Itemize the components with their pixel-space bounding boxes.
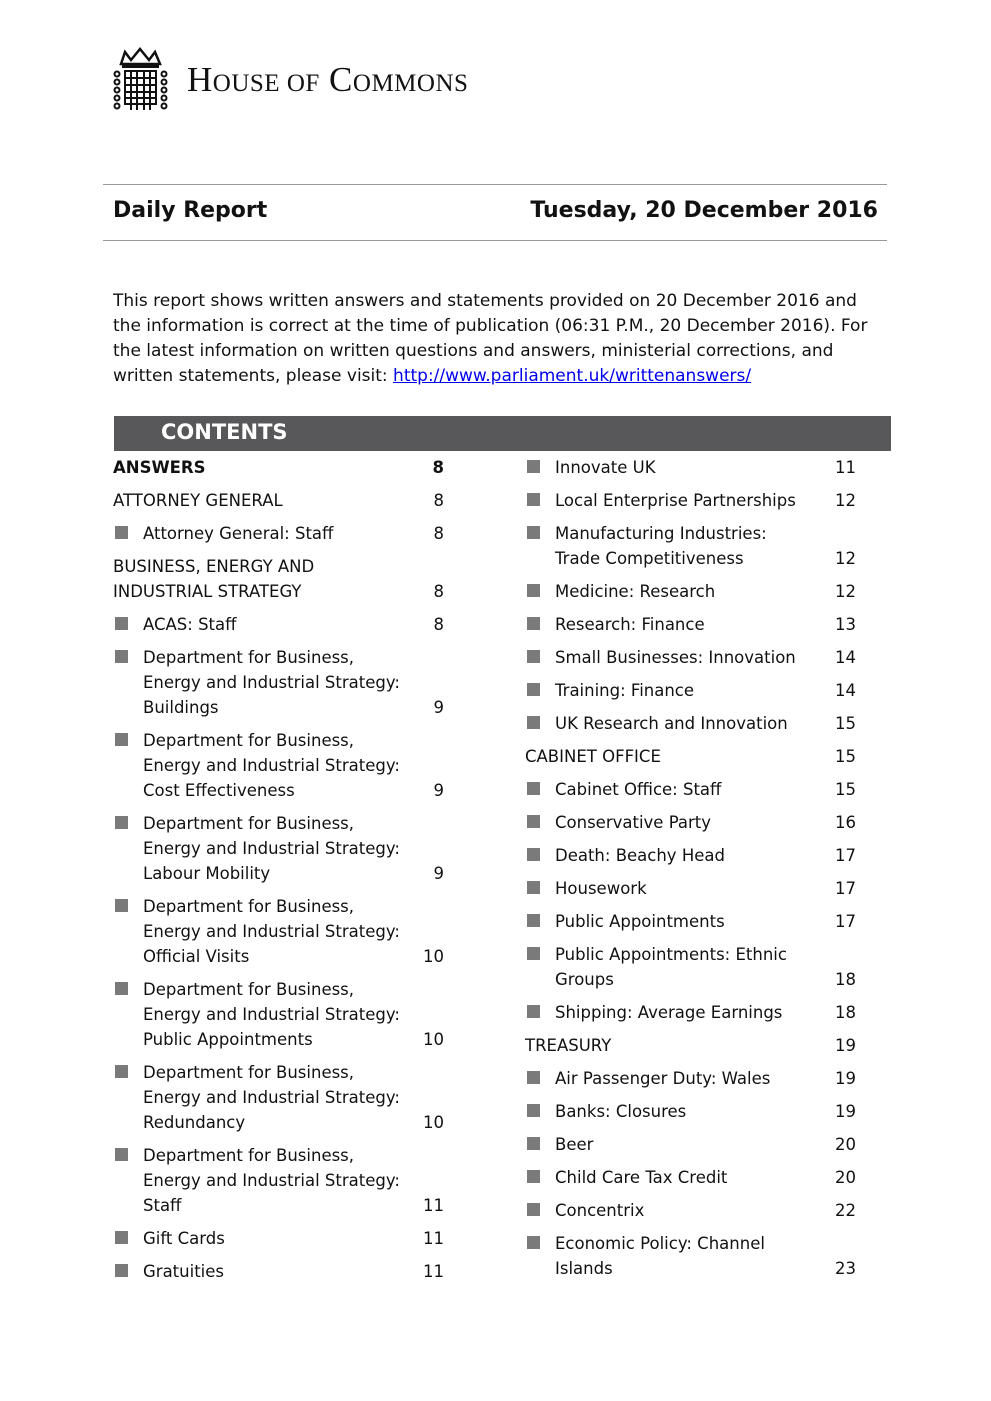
entry-label: Research: Finance (555, 615, 705, 634)
contents-entry[interactable] (525, 711, 856, 736)
contents-entry[interactable] (113, 612, 444, 637)
contents-right-column (525, 455, 856, 1289)
bullet-square-icon (115, 617, 128, 630)
bullet-square-icon (527, 526, 540, 539)
entry-label: Department for Business, Energy and Industrial Strategy: Staff (143, 1146, 400, 1215)
entry-label: Concentrix (555, 1201, 645, 1220)
entry-label: UK Research and Innovation (555, 714, 788, 733)
bullet-square-icon (115, 1231, 128, 1244)
entry-page-number: 8 (433, 582, 444, 601)
contents-entry[interactable] (525, 1033, 856, 1058)
entry-page-number: 19 (835, 1069, 856, 1088)
contents-entry[interactable] (525, 1198, 856, 1223)
logo-text: HOUSE OF COMMONS (187, 60, 469, 99)
entry-page-number: 16 (835, 813, 856, 832)
entry-page-number: 17 (835, 879, 856, 898)
contents-entry[interactable] (113, 521, 444, 546)
entry-label: Public Appointments: Ethnic Groups (555, 945, 787, 989)
contents-entry[interactable] (113, 488, 444, 513)
entry-page-number: 10 (423, 947, 444, 966)
bullet-square-icon (527, 947, 540, 960)
entry-label: Public Appointments (555, 912, 725, 931)
bullet-square-icon (527, 815, 540, 828)
entry-page-number: 23 (835, 1259, 856, 1278)
entry-label: Local Enterprise Partnerships (555, 491, 796, 510)
contents-entry[interactable] (525, 1165, 856, 1190)
entry-label: Air Passenger Duty: Wales (555, 1069, 771, 1088)
entry-page-number: 19 (835, 1036, 856, 1055)
entry-page-number: 14 (835, 681, 856, 700)
contents-entry[interactable] (525, 909, 856, 934)
contents-entry[interactable] (525, 645, 856, 670)
bullet-square-icon (527, 584, 540, 597)
entry-label: Economic Policy: Channel Islands (555, 1234, 765, 1278)
entry-page-number: 8 (433, 615, 444, 634)
bullet-square-icon (527, 1137, 540, 1150)
entry-label: Small Businesses: Innovation (555, 648, 796, 667)
entry-label: Gift Cards (143, 1229, 225, 1248)
contents-entry[interactable] (525, 1000, 856, 1025)
report-date: Tuesday, 20 December 2016 (530, 198, 878, 223)
entry-label: Beer (555, 1135, 594, 1154)
entry-page-number: 20 (835, 1168, 856, 1187)
contents-entry[interactable] (113, 645, 444, 720)
entry-page-number: 18 (835, 1003, 856, 1022)
entry-page-number: 15 (835, 780, 856, 799)
entry-page-number: 15 (835, 714, 856, 733)
entry-label: Attorney General: Staff (143, 524, 334, 543)
contents-entry[interactable] (525, 744, 856, 769)
entry-page-number: 11 (835, 458, 856, 477)
entry-page-number: 8 (433, 524, 444, 543)
bullet-square-icon (115, 1148, 128, 1161)
contents-entry[interactable] (113, 728, 444, 803)
portcullis-icon (113, 46, 168, 114)
entry-page-number: 11 (423, 1229, 444, 1248)
contents-entry[interactable] (525, 810, 856, 835)
intro-text: This report shows written answers and statements provided on 20 December 2016 and the information is correct at the time of publication (06:31 P.M., 20 December 2016). For the latest information on written questions and answers, ministerial corrections, and written statements, please visit: (113, 291, 868, 386)
bullet-square-icon (527, 782, 540, 795)
contents-entry[interactable] (113, 1259, 444, 1284)
entry-label: Department for Business, Energy and Industrial Strategy: Official Visits (143, 897, 400, 966)
entry-page-number: 9 (433, 698, 444, 717)
entry-page-number: 17 (835, 912, 856, 931)
entry-page-number: 8 (432, 458, 444, 477)
contents-title: CONTENTS (161, 420, 288, 444)
bullet-square-icon (527, 683, 540, 696)
entry-page-number: 10 (423, 1113, 444, 1132)
entry-label: Manufacturing Industries: Trade Competitiveness (555, 524, 767, 568)
entry-label: Department for Business, Energy and Industrial Strategy: Redundancy (143, 1063, 400, 1132)
entry-label: Child Care Tax Credit (555, 1168, 728, 1187)
contents-entry[interactable] (525, 1066, 856, 1091)
contents-left-column (113, 455, 444, 1292)
entry-page-number: 8 (433, 491, 444, 510)
contents-entry[interactable] (113, 894, 444, 969)
contents-entry[interactable] (525, 1099, 856, 1124)
entry-label: Gratuities (143, 1262, 224, 1281)
entry-page-number: 9 (433, 864, 444, 883)
bullet-square-icon (527, 650, 540, 663)
entry-label: TREASURY (525, 1036, 612, 1055)
entry-page-number: 11 (423, 1262, 444, 1281)
contents-entry[interactable] (525, 1231, 856, 1281)
bullet-square-icon (115, 816, 128, 829)
entry-label: Department for Business, Energy and Industrial Strategy: Public Appointments (143, 980, 400, 1049)
contents-entry[interactable] (525, 876, 856, 901)
entry-label: ATTORNEY GENERAL (113, 491, 283, 510)
entry-label: CABINET OFFICE (525, 747, 661, 766)
entry-label: Department for Business, Energy and Industrial Strategy: Cost Effectiveness (143, 731, 400, 800)
entry-page-number: 9 (433, 781, 444, 800)
contents-entry[interactable] (525, 777, 856, 802)
bullet-square-icon (115, 899, 128, 912)
entry-label: Shipping: Average Earnings (555, 1003, 783, 1022)
entry-label: BUSINESS, ENERGY AND INDUSTRIAL STRATEGY (113, 557, 315, 601)
bullet-square-icon (115, 1264, 128, 1277)
entry-page-number: 12 (835, 491, 856, 510)
entry-page-number: 15 (835, 747, 856, 766)
entry-page-number: 22 (835, 1201, 856, 1220)
entry-label: Training: Finance (555, 681, 695, 700)
contents-entry[interactable] (113, 1226, 444, 1251)
contents-entry[interactable] (525, 942, 856, 992)
divider (103, 240, 887, 241)
contents-bar (114, 416, 891, 451)
entry-label: Medicine: Research (555, 582, 716, 601)
contents-entry[interactable] (525, 455, 856, 480)
bullet-square-icon (527, 1071, 540, 1084)
bullet-square-icon (527, 460, 540, 473)
entry-label: ACAS: Staff (143, 615, 237, 634)
contents-entry[interactable] (525, 521, 856, 571)
contents-entry[interactable] (525, 579, 856, 604)
entry-page-number: 11 (423, 1196, 444, 1215)
bullet-square-icon (115, 733, 128, 746)
entry-page-number: 20 (835, 1135, 856, 1154)
report-title: Daily Report (113, 198, 268, 223)
contents-entry[interactable] (525, 612, 856, 637)
bullet-square-icon (527, 848, 540, 861)
entry-label: Conservative Party (555, 813, 712, 832)
bullet-square-icon (527, 493, 540, 506)
intro-paragraph (113, 289, 883, 389)
entry-page-number: 13 (835, 615, 856, 634)
bullet-square-icon (527, 716, 540, 729)
bullet-square-icon (527, 1236, 540, 1249)
bullet-square-icon (527, 914, 540, 927)
entry-page-number: 12 (835, 549, 856, 568)
contents-entry[interactable] (525, 678, 856, 703)
entry-page-number: 12 (835, 582, 856, 601)
entry-label: Housework (555, 879, 647, 898)
bullet-square-icon (115, 650, 128, 663)
bullet-square-icon (527, 1170, 540, 1183)
entry-label: Department for Business, Energy and Industrial Strategy: Buildings (143, 648, 400, 717)
contents-entry[interactable] (113, 977, 444, 1052)
contents-entry[interactable] (113, 554, 444, 604)
contents-entry[interactable] (113, 1060, 444, 1135)
entry-page-number: 14 (835, 648, 856, 667)
entry-page-number: 17 (835, 846, 856, 865)
bullet-square-icon (527, 1005, 540, 1018)
entry-label: Death: Beachy Head (555, 846, 725, 865)
contents-entry[interactable] (113, 1143, 444, 1218)
contents-entry[interactable] (525, 488, 856, 513)
written-answers-link[interactable]: http://www.parliament.uk/writtenanswers/ (393, 366, 752, 386)
contents-entry[interactable] (113, 811, 444, 886)
entry-label: ANSWERS (113, 458, 206, 477)
bullet-square-icon (527, 1104, 540, 1117)
bullet-square-icon (115, 982, 128, 995)
entry-label: Banks: Closures (555, 1102, 687, 1121)
bullet-square-icon (527, 881, 540, 894)
bullet-square-icon (115, 1065, 128, 1078)
contents-entry[interactable] (113, 455, 444, 480)
divider (103, 184, 887, 185)
entry-page-number: 18 (835, 970, 856, 989)
house-of-commons-logo (113, 46, 468, 114)
entry-page-number: 10 (423, 1030, 444, 1049)
bullet-square-icon (115, 526, 128, 539)
contents-entry[interactable] (525, 843, 856, 868)
entry-page-number: 19 (835, 1102, 856, 1121)
bullet-square-icon (527, 617, 540, 630)
entry-label: Cabinet Office: Staff (555, 780, 722, 799)
entry-label: Innovate UK (555, 458, 656, 477)
bullet-square-icon (527, 1203, 540, 1216)
contents-entry[interactable] (525, 1132, 856, 1157)
entry-label: Department for Business, Energy and Industrial Strategy: Labour Mobility (143, 814, 400, 883)
